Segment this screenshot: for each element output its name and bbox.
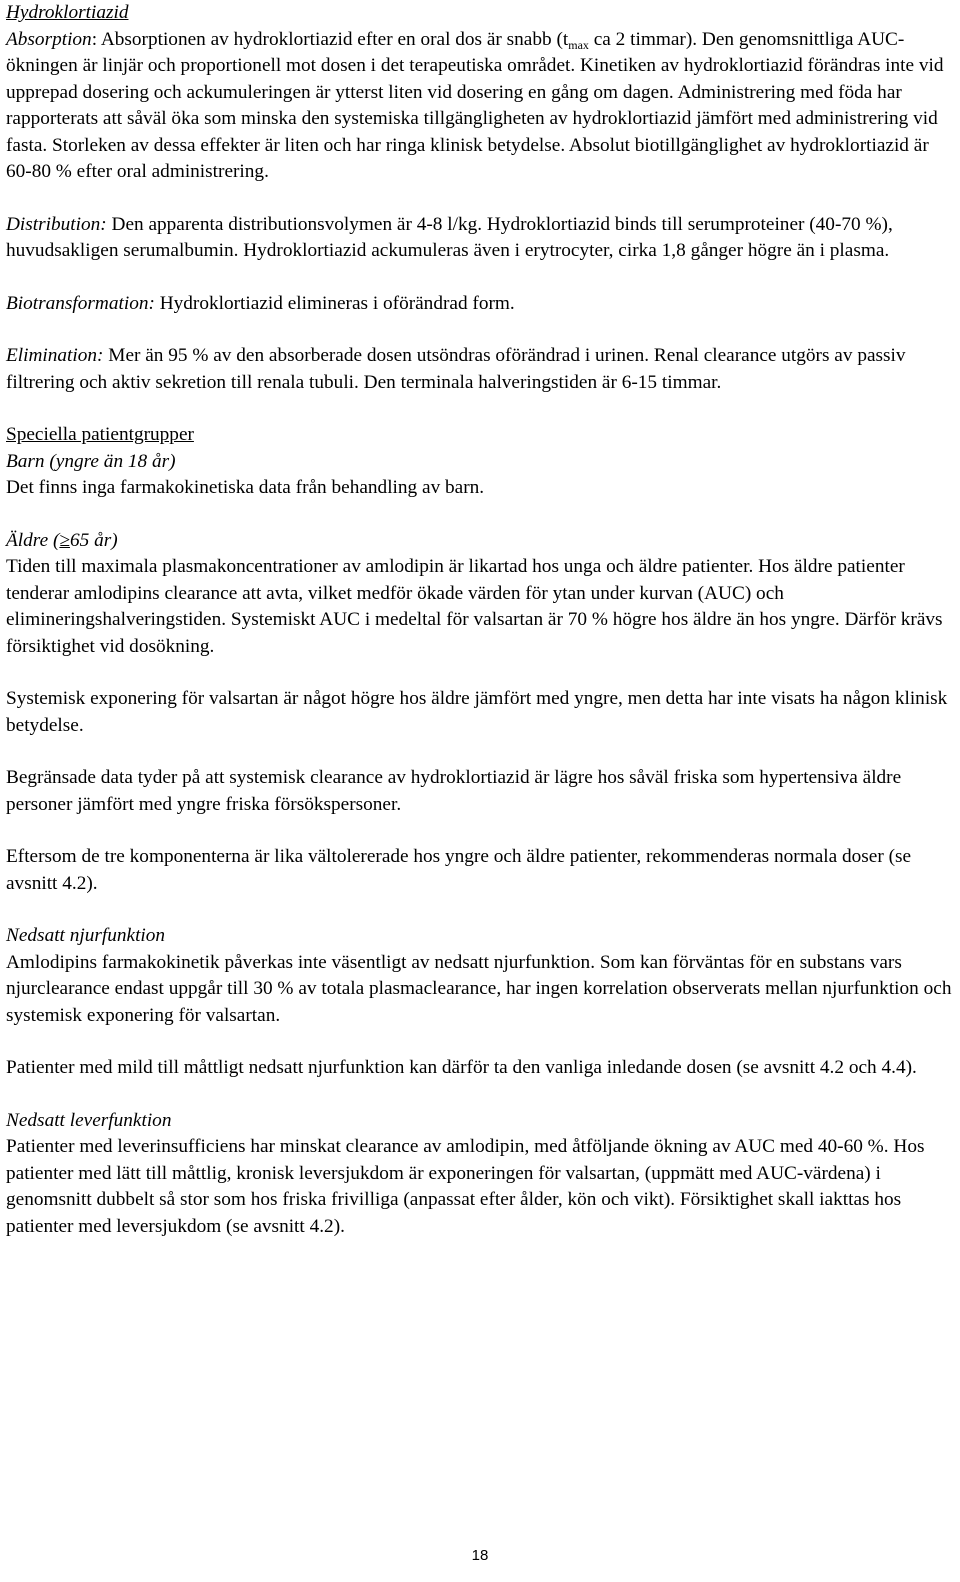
absorption-label: Absorption <box>6 28 92 50</box>
special-populations-section <box>6 422 954 502</box>
absorption-text-1: : Absorptionen av hydroklortiazid efter en oral dos är snabb (t <box>91 28 569 50</box>
renal-section <box>6 923 954 1029</box>
hepatic-heading: Nedsatt leverfunktion <box>6 1109 172 1131</box>
elimination-label: Elimination: <box>6 345 104 366</box>
children-text: Det finns inga farmakokinetiska data från behandling av barn. <box>6 477 485 498</box>
renal-paragraph-1: Amlodipins farmakokinetik påverkas inte väsentligt av nedsatt njurfunktion. Som kan förväntas för en substans vars njurclearance endast uppgår till 30 % av totala plasmaclearance, har ingen korrelation observerats mellan njurfunktion och systemisk exponering för valsartan. <box>6 951 952 1026</box>
section-heading-special-populations: Speciella patientgrupper <box>6 424 194 445</box>
section-heading-hydroklortiazid: Hydroklortiazid <box>6 2 129 23</box>
elderly-paragraph-1: Tiden till maximala plasmakoncentrationer av amlodipin är likartad hos unga och äldre patienter. Hos äldre patienter tenderar amlodipins clearance att avta, vilket medför ökade värden för ytan under kurvan (AUC) och elimineringshalveringstiden. Systemiskt AUC i medeltal för valsartan är 70 % högre hos äldre än hos yngre. Därför krävs försiktighet vid dosökning. <box>6 556 943 657</box>
absorption-text-2: ca 2 timmar). Den genomsnittliga AUC-ökningen är linjär och proportionell mot dosen i det terapeutiska området. Kinetiken av hydroklortiazid förändras inte vid upprepad dosering och ackumuleringen är ytterst liten vid dosering en gång om dagen. Administrering med föda har rapporterats att såväl öka som minska den systemiska tillgängligheten av hydroklortiazid jämfört med administrering vid fasta. Storleken av dessa effekter är liten och har ringa klinisk betydelse. Absolut biotillgänglighet av hydroklortiazid är 60-80 % efter oral administrering. <box>6 28 944 182</box>
biotransformation-text: Hydroklortiazid elimineras i oförändrad form. <box>154 292 515 314</box>
elimination-text: Mer än 95 % av den absorberade dosen utsöndras oförändrad i urinen. Renal clearance utgörs av passiv filtrering och aktiv sekretion till renala tubuli. Den terminala halveringstiden är 6-15 timmar. <box>6 345 906 393</box>
elderly-paragraph-4: Eftersom de tre komponenterna är lika vältolererade hos yngre och äldre patienter, rekommenderas normala doser (se avsnitt 4.2). <box>6 846 912 894</box>
children-heading: Barn (yngre än 18 år) <box>6 450 176 472</box>
hydrochlorothiazide-section <box>6 0 954 186</box>
elderly-heading-pre: Äldre ( <box>6 529 60 551</box>
elderly-heading <box>6 528 954 555</box>
page-number: 18 <box>471 1547 489 1564</box>
absorption-paragraph <box>6 27 954 186</box>
ge-symbol: ≥ <box>59 529 70 551</box>
distribution-paragraph <box>6 212 954 265</box>
elderly-paragraph-2: Systemisk exponering för valsartan är något högre hos äldre jämfört med yngre, men detta har inte visats ha någon klinisk betydelse. <box>6 688 948 736</box>
distribution-label: Distribution: <box>6 213 107 235</box>
hepatic-paragraph-1: Patienter med leverinsufficiens har minskat clearance av amlodipin, med åtföljande ökning av AUC med 40-60 %. Hos patienter med lätt till måttlig, kronisk leversjukdom är exponeringen för valsartan, (uppmätt med AUC-värdena) i genomsnitt dubbelt så stor som hos friska frivilliga (anpassat efter ålder, kön och vikt). Försiktighet skall iakttas hos patienter med leversjukdom (se avsnitt 4.2). <box>6 1136 925 1237</box>
document-page <box>6 0 954 1240</box>
elderly-heading-post: 65 år) <box>69 529 118 551</box>
elderly-paragraph-3: Begränsade data tyder på att systemisk clearance av hydroklortiazid är lägre hos såväl friska som hypertensiva äldre personer jämfört med yngre friska försökspersoner. <box>6 767 902 815</box>
elderly-section <box>6 528 954 661</box>
biotransformation-paragraph <box>6 291 954 318</box>
renal-heading: Nedsatt njurfunktion <box>6 925 166 946</box>
biotransformation-label: Biotransformation: <box>6 292 155 314</box>
renal-paragraph-2: Patienter med mild till måttligt nedsatt njurfunktion kan därför ta den vanliga inledande dosen (se avsnitt 4.2 och 4.4). <box>6 1057 917 1078</box>
distribution-text: Den apparenta distributionsvolymen är 4-8 l/kg. Hydroklortiazid binds till serumproteiner (40-70 %), huvudsakligen serumalbumin. Hydroklortiazid ackumuleras även i erytrocyter, cirka 1,8 gånger högre än i plasma. <box>6 213 893 261</box>
hepatic-section <box>6 1108 954 1241</box>
elimination-paragraph <box>6 343 954 396</box>
tmax-subscript: max <box>568 37 589 52</box>
